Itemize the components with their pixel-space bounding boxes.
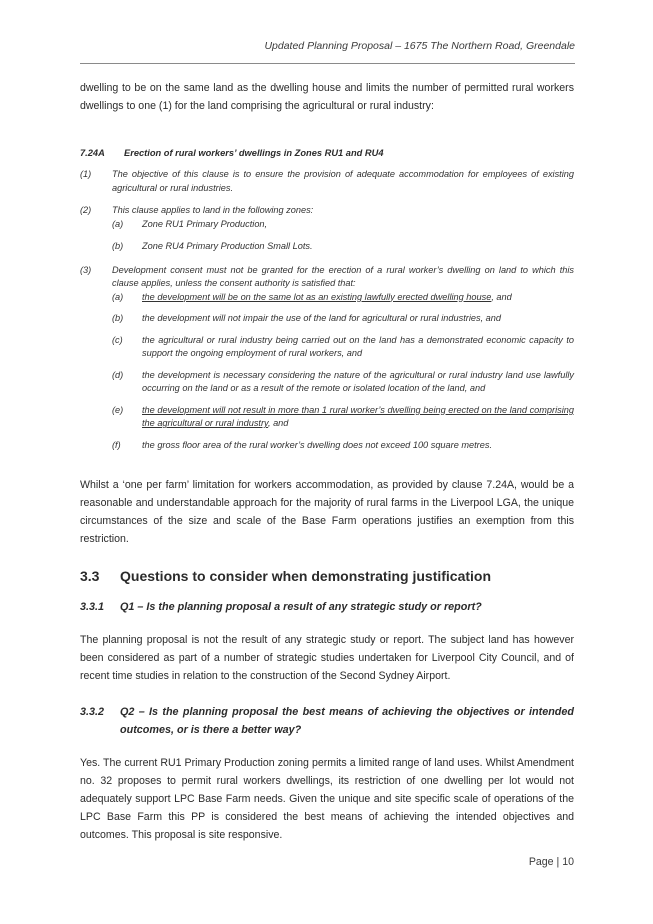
page-content (80, 79, 574, 844)
clause-subitem: (b) the development will not impair the use of the land for agricultural or rural industries, and (112, 313, 502, 323)
clause-subitem: (a) the development will be on the same lot as an existing lawfully erected dwelling house, and (112, 291, 512, 302)
section-number: 3.3 (80, 568, 100, 584)
clause-subitem: (a) Zone RU1 Primary Production, (112, 218, 268, 229)
subsection-heading-q2: 3.3.2 Q2 – Is the planning proposal the best means of achieving the objectives or intended outcomes, or is there a better way? (80, 706, 574, 736)
clause-item: (1) The objective of this clause is to ensure the provision of adequate accommodation for employees of existing agricultural or rural industries. (80, 169, 574, 193)
clause-subitem: (d) the development is necessary considering the nature of the agricultural or rural industry land use lawfully occurring on the land or as a result of the remote or isolated location of the land, and (112, 369, 574, 393)
clause-subitem: (f) the gross floor area of the rural worker’s dwelling does not exceed 100 square metres. (112, 439, 492, 450)
clause-subitem: (c) the agricultural or rural industry being carried out on the land has a demonstrated economic capacity to support the ongoing employment of rural workers, and (112, 334, 574, 358)
clause-body (80, 168, 574, 452)
running-header: Updated Planning Proposal – 1675 The Northern Road, Greendale (264, 40, 575, 52)
q1-paragraph: The planning proposal is not the result of any strategic study or report. The subject land has however been considered as part of a number of strategic studies undertaken for Liverpool City Council, and of recent time studies in relation to the construction of the Second Sydney Airport. (80, 634, 574, 682)
section-title: Questions to consider when demonstrating justification (120, 568, 492, 584)
header-rule (80, 63, 575, 64)
clause-title: Erection of rural workers’ dwellings in Zones RU1 and RU4 (124, 148, 384, 158)
clause-item: (2) This clause applies to land in the following zones: (80, 205, 314, 215)
clause-heading (80, 148, 574, 158)
clause-subitem: (b) Zone RU4 Primary Production Small Lots. (112, 241, 313, 251)
intro-paragraph: dwelling to be on the same land as the dwelling house and limits the number of permitted rural workers dwellings to one (1) for the land comprising the agricultural or rural industry: (80, 82, 574, 112)
subsection-heading-q1: 3.3.1 Q1 – Is the planning proposal a result of any strategic study or report? (80, 601, 482, 613)
q2-paragraph: Yes. The current RU1 Primary Production zoning permits a limited range of land uses. Whilst Amendment no. 32 proposes to permit rural workers dwellings, its restriction of one dwelling per lot would not adequately support LPC Base Farm needs. Given the unique and site specific scale of operations of the LPC Base Farm this PP is considered the best means of achieving the intended objectives and outcomes. This proposal is site responsive. (80, 757, 574, 841)
page-number: Page | 10 (528, 856, 574, 868)
clause-number: 7.24A (80, 148, 105, 158)
clause-subitem: (e) the development will not result in more than 1 rural worker’s dwelling being erected on the land comprising the agricultural or rural industry, and (112, 404, 574, 428)
whilst-paragraph: Whilst a ‘one per farm’ limitation for workers accommodation, as provided by clause 7.24A, would be a reasonable and understandable approach for the majority of rural farms in the Liverpool LGA, the unique circumstances of the size and scale of the Base Farm operations justifies an exemption from this restriction. (80, 479, 574, 545)
clause-item: (3) Development consent must not be granted for the erection of a rural worker’s dwelling on land to which this clause applies, unless the consent authority is satisfied that: (80, 264, 574, 288)
section-heading (80, 568, 574, 584)
